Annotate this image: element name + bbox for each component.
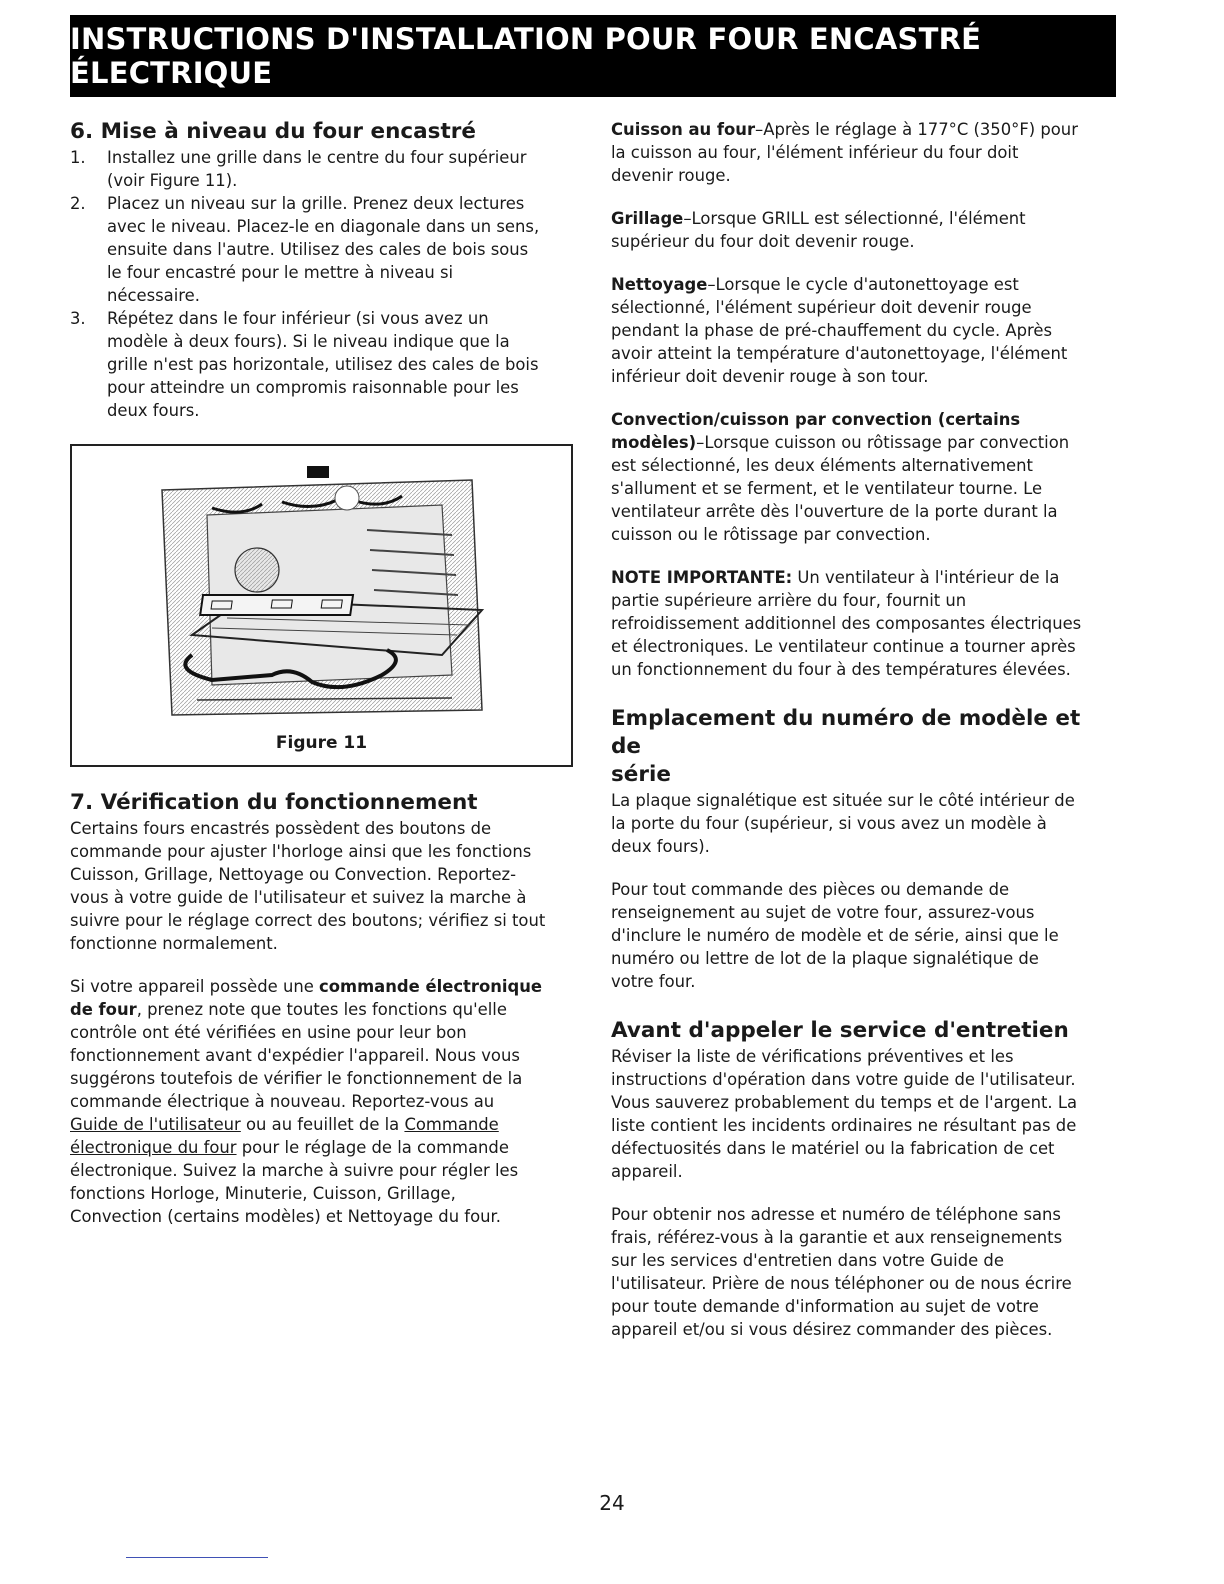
guide-utilisateur-link: Guide de l'utilisateur xyxy=(70,1115,241,1134)
section-7-paragraph-2: Si votre appareil possède une commande électronique de four, prenez note que toutes les fonctions qu'elle contrôle ont été vérifiées en usine pour leur bon fonctionnement avant d'expédier l'appareil. Nous vous suggérons toutefois de vérifier le fonctionnement de la commande électrique à nouveau. Reportez-vous au Guide de l'utilisateur ou au feuillet de la Commande électronique du four pour le réglage de la commande électronique. Suivez la marche à suivre pour régler les fonctions Horloge, Minuterie, Cuisson, Grillage, Convection (certains modèles) et Nettoyage du four. xyxy=(70,977,543,1226)
figure-caption: Figure 11 xyxy=(275,733,368,753)
level-tool xyxy=(200,595,353,615)
right-column xyxy=(611,118,1116,1341)
section-7-paragraph-1: Certains fours encastrés possèdent des boutons de commande pour ajuster l'horloge ainsi que les fonctions Cuisson, Grillage, Nettoyage ou Convection. Reportez- vous à votre guide de l'utilisateur et suivez la marche à suivre pour le réglage correct des boutons; vérifiez si tout fonctionne normalement. xyxy=(70,819,546,953)
list-item: 2. Placez un niveau sur la grille. Prenez deux lectures avec le niveau. Placez-le en diagonale dans un sens, ensuite dans l'autre. Utilisez des cales de bois sous le four encastré pour le mettre à niveau si nécessaire. xyxy=(70,194,540,305)
service-paragraph-1: Réviser la liste de vérifications préventives et les instructions d'opération dans votre guide de l'utilisateur. Vous sauverez probablement du temps et de l'argent. La liste contient les incidents ordinaires ne résultant pas de défectuosités dans le matériel ou la fabrication de cet appareil. xyxy=(611,1047,1078,1181)
page-header-banner xyxy=(70,15,1116,97)
left-column xyxy=(70,118,575,1228)
page-number: 24 xyxy=(599,1491,625,1515)
model-paragraph-1: La plaque signalétique est située sur le côté intérieur de la porte du four (supérieur, si vous avez un modèle à deux fours). xyxy=(611,791,1075,856)
important-note: NOTE IMPORTANTE: Un ventilateur à l'intérieur de la partie supérieure arrière du four, fournit un refroidissement additionnel des composantes électriques et électroniques. Le ventilateur continue a tourner après un fonctionnement du four à des températures élevées. xyxy=(611,568,1082,679)
footer-divider xyxy=(126,1557,268,1558)
commande-electronique-link-cont: électronique du four xyxy=(70,1138,237,1157)
list-item: 3. Répétez dans le four inférieur (si vous avez un modèle à deux fours). Si le niveau indique que la grille n'est pas horizontale, utilisez des cales de bois pour atteindre un compromis raisonnable pour les deux fours. xyxy=(70,309,539,420)
service-title: Avant d'appeler le service d'entretien xyxy=(611,1018,1069,1043)
page-header-title: INSTRUCTIONS D'INSTALLATION POUR FOUR ENCASTRÉ ÉLECTRIQUE xyxy=(70,22,982,90)
service-paragraph-2: Pour obtenir nos adresse et numéro de téléphone sans frais, référez-vous à la garantie et aux renseignements sur les services d'entretien dans votre Guide de l'utilisateur. Prière de nous téléphoner ou de nous écrire pour toute demande d'information au sujet de votre appareil et/ou si vous désirez commander des pièces. xyxy=(611,1205,1072,1339)
commande-electronique-link: Commande xyxy=(404,1115,499,1134)
cuisson-paragraph: Cuisson au four–Après le réglage à 177°C (350°F) pour la cuisson au four, l'élément inférieur du four doit devenir rouge. xyxy=(611,120,1078,185)
convection-paragraph: Convection/cuisson par convection (certains modèles)–Lorsque cuisson ou rôtissage par convection est sélectionné, les deux éléments alternativement s'allument et se ferment, et le ventilateur tourne. Le ventilateur arrête dès l'ouverture de la porte durant la cuisson ou le rôtissage par convection. xyxy=(611,410,1070,544)
list-item: 1. Installez une grille dans le centre du four supérieur (voir Figure 11). xyxy=(70,148,527,190)
convection-fan-icon xyxy=(235,548,279,592)
oven-rack-illustration xyxy=(152,460,492,720)
nettoyage-paragraph: Nettoyage–Lorsque le cycle d'autonettoyage est sélectionné, l'élément supérieur doit devenir rouge pendant la phase de pré-chauffement du cycle. Après avoir atteint la température d'autonettoyage, l'élément inférieur doit devenir rouge à son tour. xyxy=(611,275,1068,386)
figure-11-box xyxy=(70,444,573,767)
grillage-paragraph: Grillage–Lorsque GRILL est sélectionné, l'élément supérieur du four doit devenir rouge. xyxy=(611,209,1026,251)
leveling-steps xyxy=(70,146,575,422)
model-paragraph-2: Pour tout commande des pièces ou demande de renseignement au sujet de votre four, assurez-vous d'inclure le numéro de modèle et de série, ainsi que le numéro ou lettre de lot de la plaque signalétique de votre four. xyxy=(611,880,1059,991)
model-location-title: Emplacement du numéro de modèle et de série xyxy=(611,706,1081,787)
section-7-title: 7. Vérification du fonctionnement xyxy=(70,790,478,815)
section-6-title: 6. Mise à niveau du four encastré xyxy=(70,119,476,144)
